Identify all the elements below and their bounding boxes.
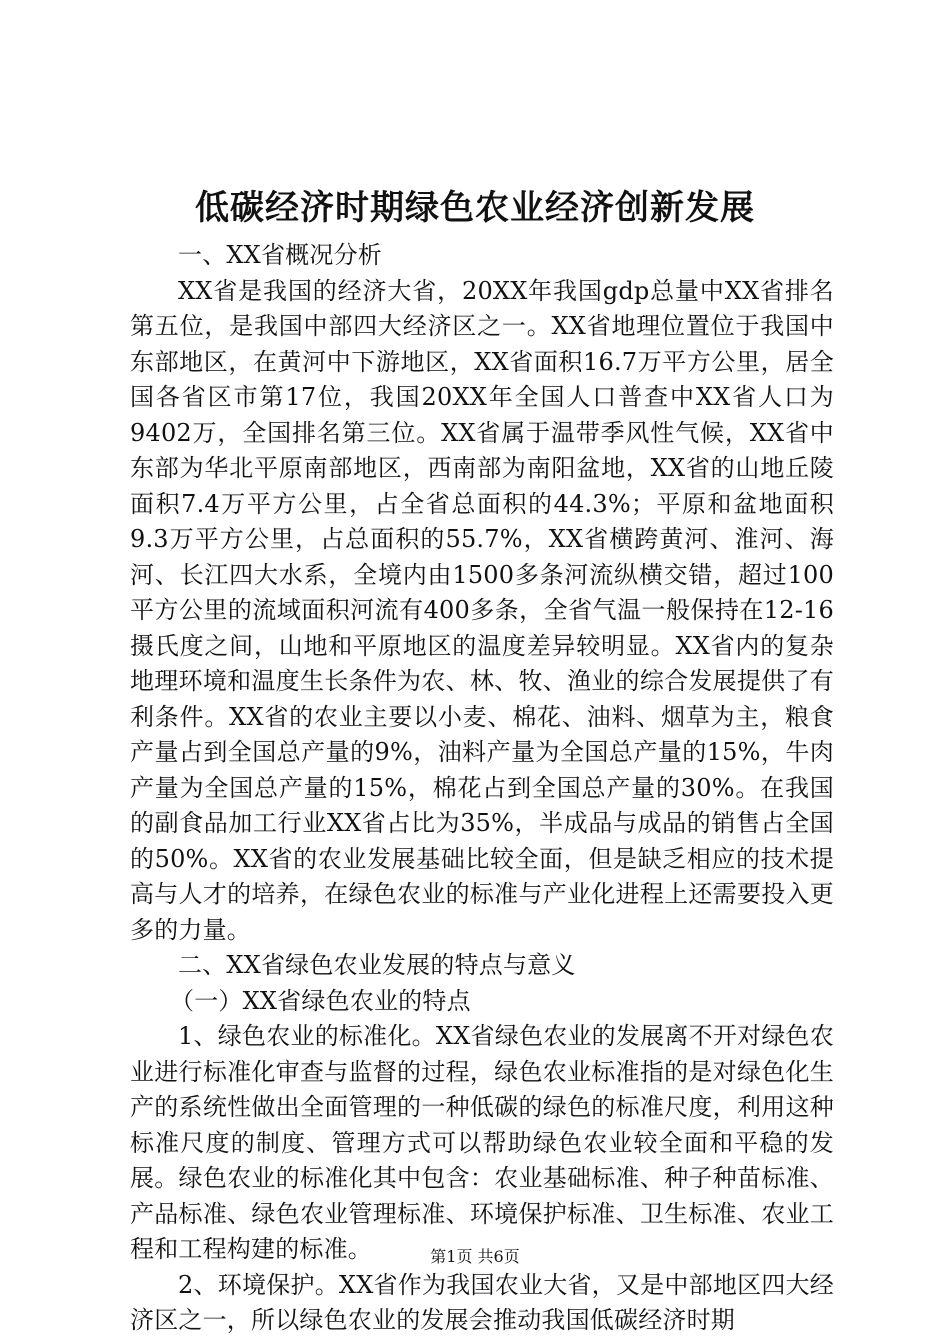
section-heading-features: 二、XX省绿色农业发展的特点与意义 xyxy=(178,951,576,979)
subsection-heading-features: （一）XX省绿色农业的特点 xyxy=(170,986,471,1015)
paragraph-standardization: 1、绿色农业的标准化。XX省绿色农业的发展离不开对绿色农业进行标准化审查与监督的过程，绿色农业标准指的是对绿色化生产的系统性做出全面管理的一种低碳的绿色的标准尺度，利用这种标准尺度的制度、管理方式可以帮助绿色农业较全面和平稳的发展。绿色农业的标准化其中包含：农业基础标准、种子种苗标准、产品标准、绿色农业管理标准、环境保护标准、卫生标准、农业工程和工程构建的标准。 xyxy=(130,1022,834,1263)
document-body xyxy=(130,238,834,1339)
paragraph-overview: XX省是我国的经济大省，20XX年我国gdp总量中XX省排名第五位，是我国中部四大经济区之一。XX省地理位置位于我国中东部地区，在黄河中下游地区，XX省面积16.7万平方公里，居全国各省区市第17位，我国20XX年全国人口普查中XX省人口为9402万，全国排名第三位。XX省属于温带季风性气候，XX省中东部为华北平原南部地区，西南部为南阳盆地，XX省的山地丘陵面积7.4万平方公里，占全省总面积的44.3%；平原和盆地面积9.3万平方公里，占总面积的55.7%，XX省横跨黄河、淮河、海河、长江四大水系，全境内由1500多条河流纵横交错，超过100平方公里的流域面积河流有400多条，全省气温一般保持在12-16摄氏度之间，山地和平原地区的温度差异较明显。XX省内的复杂地理环境和温度生长条件为农、林、牧、渔业的综合发展提供了有利条件。XX省的农业主要以小麦、棉花、油料、烟草为主，粮食产量占到全国总产量的9%，油料产量为全国总产量的15%，牛肉产量为全国总产量的15%，棉花占到全国总产量的30%。在我国的副食品加工行业XX省占比为35%，半成品与成品的销售占全国的50%。XX省的农业发展基础比较全面，但是缺乏相应的技术提高与人才的培养，在绿色农业的标准与产业化进程上还需要投入更多的力量。 xyxy=(130,276,834,944)
document-title: 低碳经济时期绿色农业经济创新发展 xyxy=(195,188,755,228)
section-heading-overview: 一、XX省概况分析 xyxy=(178,241,382,269)
page-footer: 第1页 共6页 xyxy=(430,1247,520,1266)
paragraph-environment: 2、环境保护。XX省作为我国农业大省，又是中部地区四大经济区之一，所以绿色农业的发展会推动我国低碳经济时期 xyxy=(130,1270,834,1334)
